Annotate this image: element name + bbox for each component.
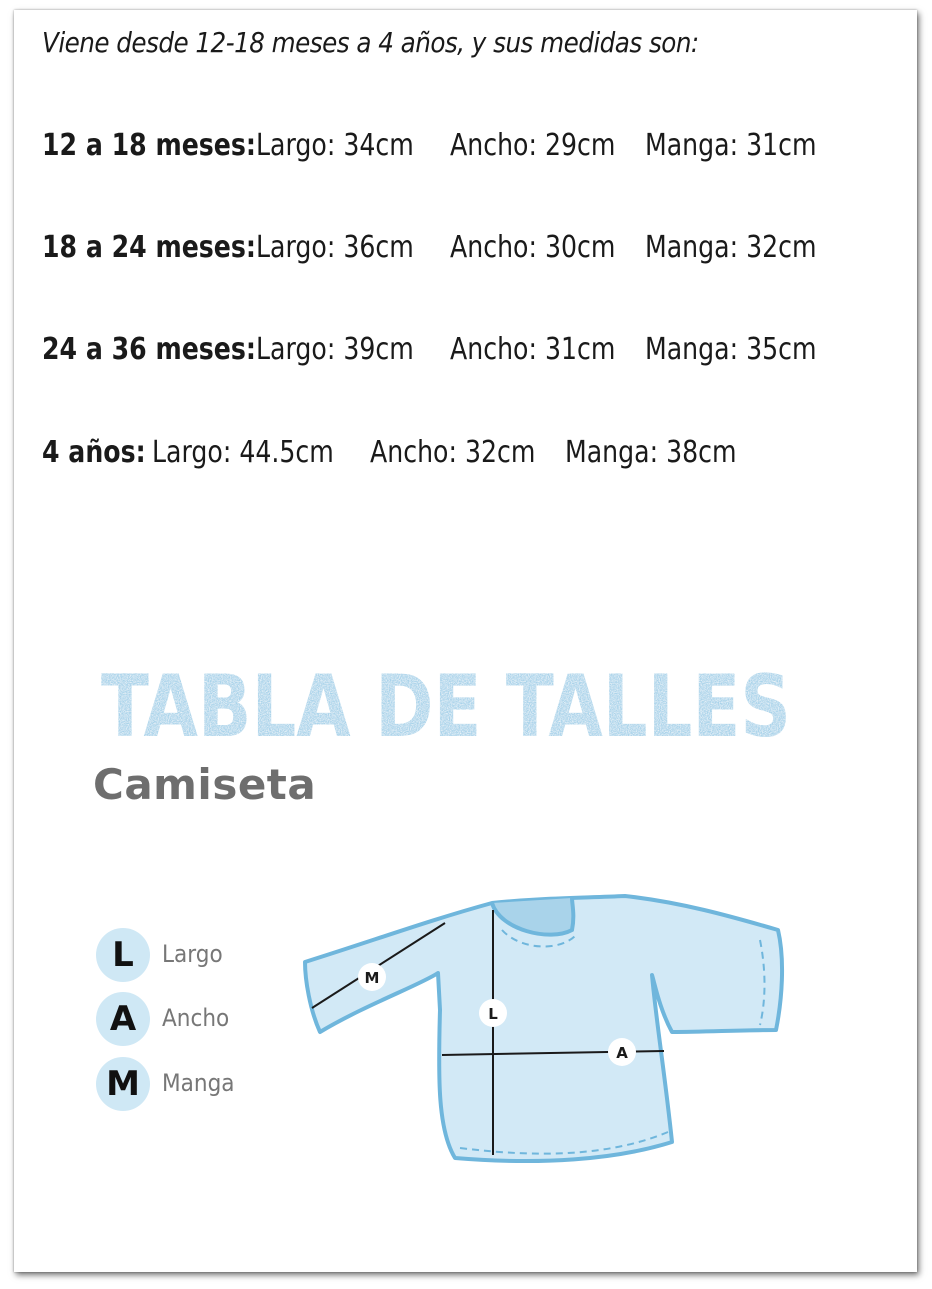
legend-letter-m: M [96, 1057, 150, 1111]
size-label: 24 a 36 meses: [42, 332, 256, 367]
size-chart-title [95, 648, 815, 758]
size-label: 12 a 18 meses: [42, 128, 256, 163]
legend-label: Manga [162, 1069, 235, 1097]
shirt-diagram [280, 880, 800, 1180]
title-text: TABLA DE TALLES [101, 657, 791, 757]
ancho-value: Ancho: 32cm [370, 435, 536, 470]
manga-marker-letter: M [364, 969, 380, 987]
manga-value: Manga: 32cm [645, 230, 817, 265]
legend-label: Ancho [162, 1004, 230, 1032]
ancho-value: Ancho: 31cm [450, 332, 616, 367]
size-label: 18 a 24 meses: [42, 230, 256, 265]
legend-label: Largo [162, 940, 223, 968]
largo-value: Largo: 34cm [256, 128, 414, 163]
ancho-value: Ancho: 30cm [450, 230, 616, 265]
ancho-value: Ancho: 29cm [450, 128, 616, 163]
intro-text: Viene desde 12-18 meses a 4 años, y sus medidas son: [42, 26, 699, 59]
manga-value: Manga: 35cm [645, 332, 817, 367]
garment-subtitle: Camiseta [93, 760, 317, 809]
manga-value: Manga: 38cm [565, 435, 737, 470]
largo-value: Largo: 39cm [256, 332, 414, 367]
legend-letter-a: A [96, 992, 150, 1046]
size-label: 4 años: [42, 435, 146, 470]
manga-value: Manga: 31cm [645, 128, 817, 163]
largo-value: Largo: 36cm [256, 230, 414, 265]
legend-letter-l: L [96, 928, 150, 982]
largo-value: Largo: 44.5cm [152, 435, 334, 470]
largo-marker-letter: L [488, 1005, 498, 1023]
ancho-marker-letter: A [616, 1044, 628, 1062]
